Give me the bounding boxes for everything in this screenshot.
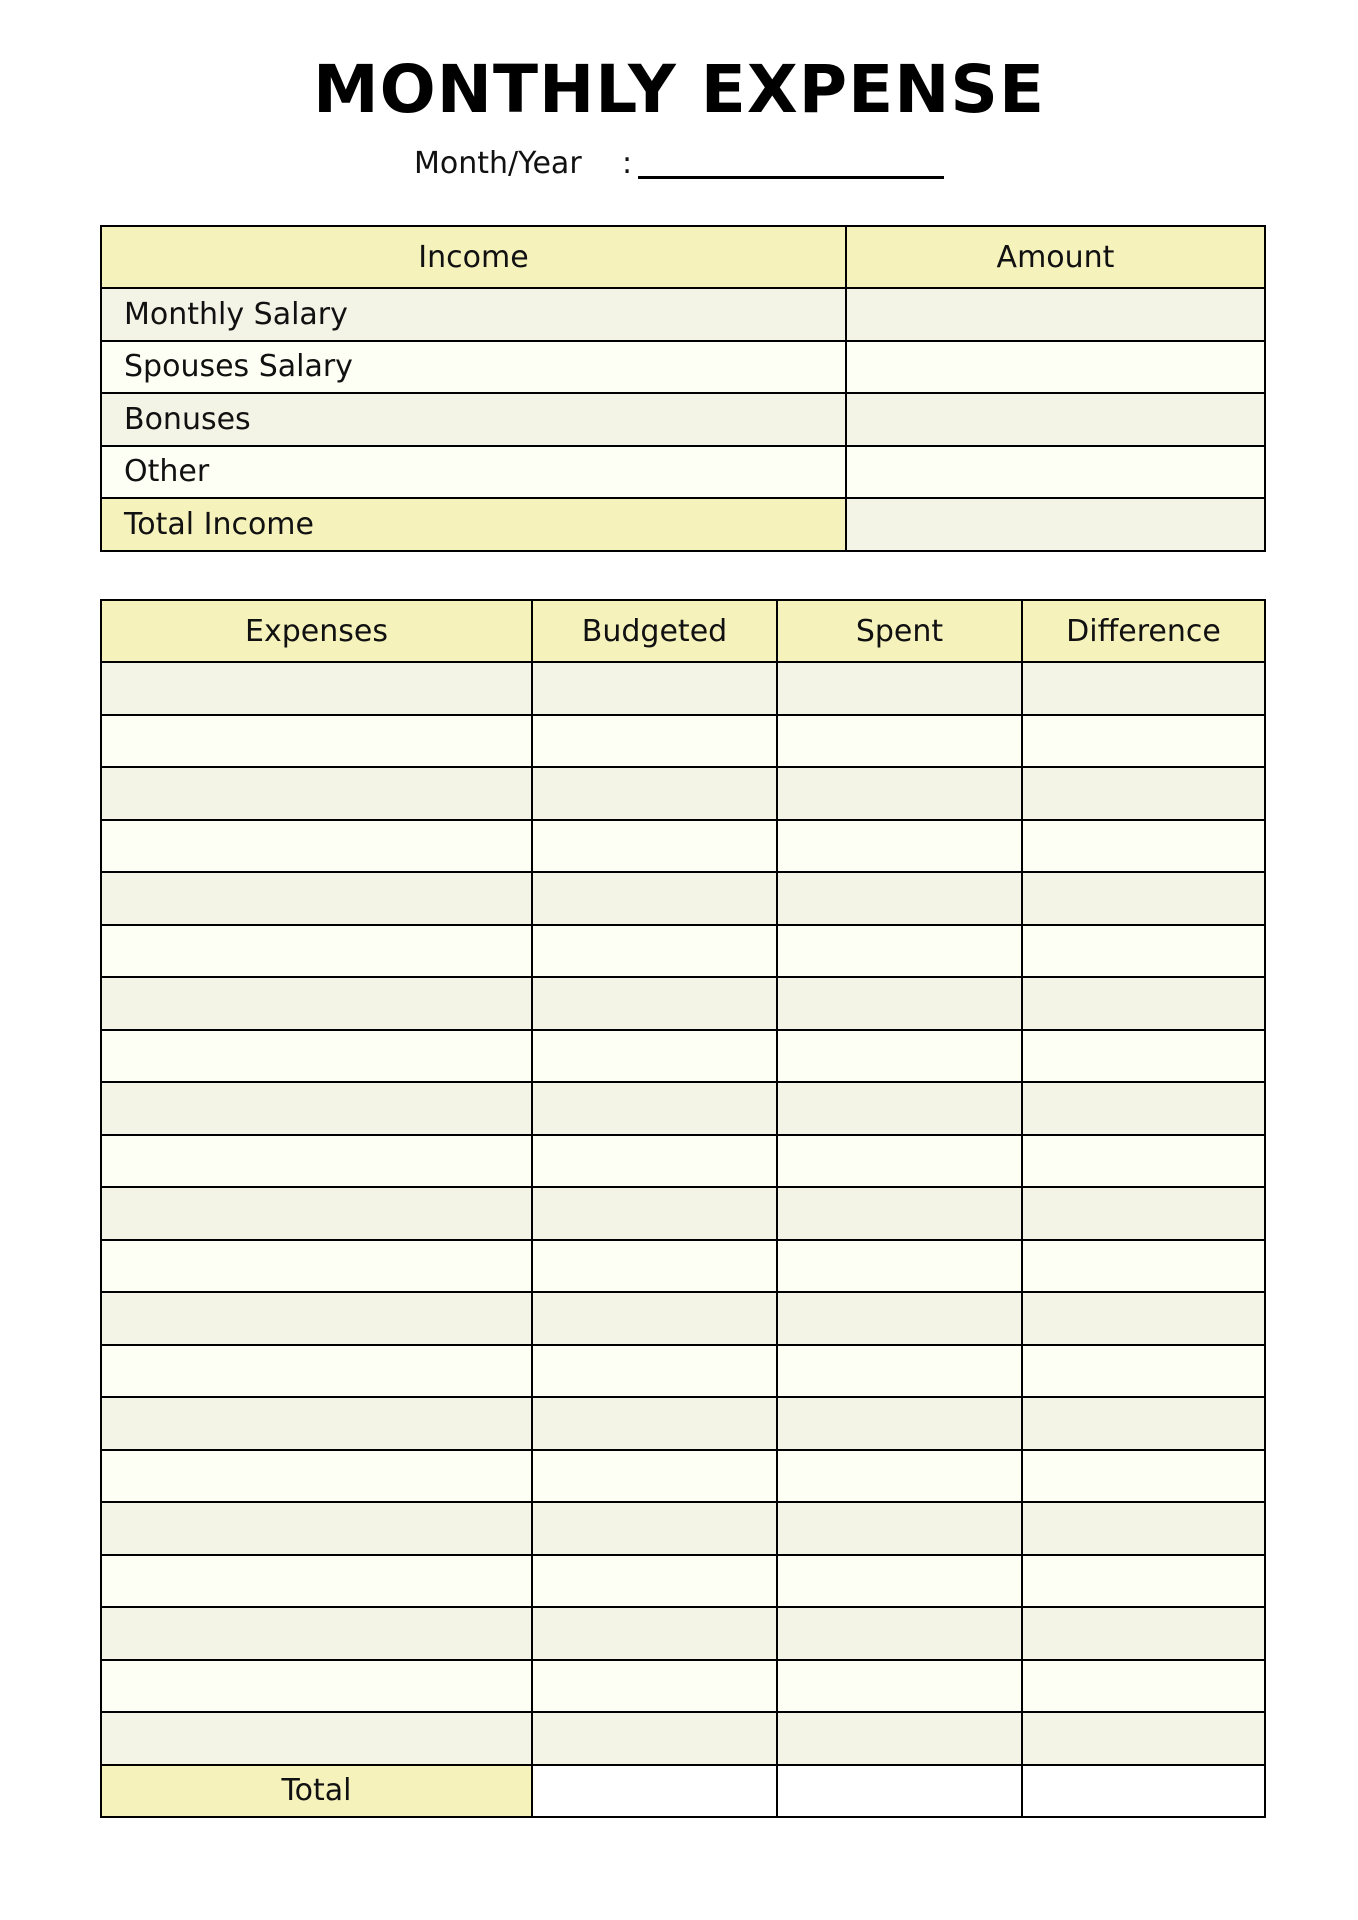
difference-cell[interactable] — [1022, 1555, 1265, 1608]
budgeted-cell[interactable] — [532, 1292, 777, 1345]
budgeted-cell[interactable] — [532, 1030, 777, 1083]
total-income-amount-cell[interactable] — [846, 498, 1265, 551]
spent-cell[interactable] — [777, 715, 1022, 768]
expense-row — [101, 1345, 1265, 1398]
amount-header: Amount — [846, 226, 1265, 288]
budgeted-cell[interactable] — [532, 1240, 777, 1293]
expense-row — [101, 1240, 1265, 1293]
income-header-row — [101, 226, 1265, 288]
expense-row — [101, 1555, 1265, 1608]
budgeted-cell[interactable] — [532, 977, 777, 1030]
income-row — [101, 341, 1265, 394]
expense-row — [101, 1187, 1265, 1240]
total-budgeted-cell[interactable] — [532, 1765, 777, 1818]
budgeted-cell[interactable] — [532, 925, 777, 978]
budgeted-cell[interactable] — [532, 715, 777, 768]
expense-name-cell[interactable] — [101, 1292, 532, 1345]
expense-row — [101, 1397, 1265, 1450]
income-amount-cell[interactable] — [846, 288, 1265, 341]
expense-row — [101, 662, 1265, 715]
income-row-label: Other — [101, 446, 846, 499]
spent-cell[interactable] — [777, 925, 1022, 978]
spent-cell[interactable] — [777, 820, 1022, 873]
total-difference-cell[interactable] — [1022, 1765, 1265, 1818]
difference-cell[interactable] — [1022, 872, 1265, 925]
spent-cell[interactable] — [777, 1082, 1022, 1135]
expense-name-cell[interactable] — [101, 1607, 532, 1660]
spent-cell[interactable] — [777, 872, 1022, 925]
budgeted-cell[interactable] — [532, 1555, 777, 1608]
difference-cell[interactable] — [1022, 715, 1265, 768]
spent-cell[interactable] — [777, 1030, 1022, 1083]
income-amount-cell[interactable] — [846, 341, 1265, 394]
spent-cell[interactable] — [777, 1240, 1022, 1293]
income-amount-cell[interactable] — [846, 393, 1265, 446]
expense-row — [101, 1082, 1265, 1135]
difference-cell[interactable] — [1022, 1292, 1265, 1345]
difference-cell[interactable] — [1022, 1502, 1265, 1555]
total-income-label: Total Income — [101, 498, 846, 551]
month-year-blank-line[interactable] — [638, 148, 944, 179]
expense-name-cell[interactable] — [101, 662, 532, 715]
expense-row — [101, 1502, 1265, 1555]
spent-cell[interactable] — [777, 977, 1022, 1030]
month-year-field — [414, 143, 944, 183]
expense-name-cell[interactable] — [101, 1397, 532, 1450]
expense-name-cell[interactable] — [101, 977, 532, 1030]
difference-cell[interactable] — [1022, 1240, 1265, 1293]
difference-header: Difference — [1022, 600, 1265, 662]
spent-cell[interactable] — [777, 1187, 1022, 1240]
expense-name-cell[interactable] — [101, 872, 532, 925]
spent-cell[interactable] — [777, 1345, 1022, 1398]
expense-name-cell[interactable] — [101, 1187, 532, 1240]
budgeted-cell[interactable] — [532, 872, 777, 925]
expense-name-cell[interactable] — [101, 1660, 532, 1713]
spent-cell[interactable] — [777, 1607, 1022, 1660]
expense-name-cell[interactable] — [101, 1345, 532, 1398]
month-year-colon: : — [622, 145, 633, 181]
income-row-label: Monthly Salary — [101, 288, 846, 341]
budgeted-cell[interactable] — [532, 1345, 777, 1398]
spent-cell[interactable] — [777, 662, 1022, 715]
expense-rows — [101, 662, 1265, 1817]
difference-cell[interactable] — [1022, 1187, 1265, 1240]
difference-cell[interactable] — [1022, 662, 1265, 715]
expense-total-label: Total — [101, 1765, 532, 1818]
income-amount-cell[interactable] — [846, 446, 1265, 499]
spent-cell[interactable] — [777, 767, 1022, 820]
expense-name-cell[interactable] — [101, 1450, 532, 1503]
expense-name-cell[interactable] — [101, 820, 532, 873]
budgeted-cell[interactable] — [532, 767, 777, 820]
expense-row — [101, 1292, 1265, 1345]
budgeted-cell[interactable] — [532, 1082, 777, 1135]
difference-cell[interactable] — [1022, 1660, 1265, 1713]
difference-cell[interactable] — [1022, 1345, 1265, 1398]
budgeted-cell[interactable] — [532, 1712, 777, 1765]
difference-cell[interactable] — [1022, 767, 1265, 820]
budgeted-cell[interactable] — [532, 1397, 777, 1450]
difference-cell[interactable] — [1022, 977, 1265, 1030]
budgeted-header: Budgeted — [532, 600, 777, 662]
expense-row — [101, 1450, 1265, 1503]
spent-cell[interactable] — [777, 1502, 1022, 1555]
difference-cell[interactable] — [1022, 820, 1265, 873]
expense-row — [101, 715, 1265, 768]
expense-row — [101, 1135, 1265, 1188]
expense-header-row — [101, 600, 1265, 662]
budgeted-cell[interactable] — [532, 1135, 777, 1188]
expense-row — [101, 1607, 1265, 1660]
budgeted-cell[interactable] — [532, 1607, 777, 1660]
spent-cell[interactable] — [777, 1292, 1022, 1345]
difference-cell[interactable] — [1022, 1712, 1265, 1765]
expense-name-cell[interactable] — [101, 715, 532, 768]
spent-header: Spent — [777, 600, 1022, 662]
expense-row — [101, 1030, 1265, 1083]
difference-cell[interactable] — [1022, 1082, 1265, 1135]
budgeted-cell[interactable] — [532, 1660, 777, 1713]
budgeted-cell[interactable] — [532, 1187, 777, 1240]
income-row — [101, 393, 1265, 446]
expense-row — [101, 820, 1265, 873]
income-header: Income — [101, 226, 846, 288]
expense-total-row — [101, 1765, 1265, 1818]
expense-name-cell[interactable] — [101, 925, 532, 978]
expense-row — [101, 977, 1265, 1030]
difference-cell[interactable] — [1022, 1397, 1265, 1450]
expenses-header: Expenses — [101, 600, 532, 662]
spent-cell[interactable] — [777, 1397, 1022, 1450]
difference-cell[interactable] — [1022, 1450, 1265, 1503]
budgeted-cell[interactable] — [532, 1502, 777, 1555]
income-row — [101, 288, 1265, 341]
income-row — [101, 446, 1265, 499]
expense-table — [100, 599, 1266, 1818]
difference-cell[interactable] — [1022, 1607, 1265, 1660]
month-year-label: Month/Year — [414, 145, 582, 181]
expense-row — [101, 767, 1265, 820]
spent-cell[interactable] — [777, 1450, 1022, 1503]
spent-cell[interactable] — [777, 1555, 1022, 1608]
difference-cell[interactable] — [1022, 1030, 1265, 1083]
expense-name-cell[interactable] — [101, 1082, 532, 1135]
expense-row — [101, 872, 1265, 925]
total-income-row — [101, 498, 1265, 551]
expense-name-cell[interactable] — [101, 1030, 532, 1083]
expense-name-cell[interactable] — [101, 1135, 532, 1188]
spent-cell[interactable] — [777, 1712, 1022, 1765]
budgeted-cell[interactable] — [532, 662, 777, 715]
expense-row — [101, 925, 1265, 978]
total-spent-cell[interactable] — [777, 1765, 1022, 1818]
spent-cell[interactable] — [777, 1660, 1022, 1713]
spent-cell[interactable] — [777, 1135, 1022, 1188]
expense-row — [101, 1712, 1265, 1765]
budgeted-cell[interactable] — [532, 1450, 777, 1503]
expense-name-cell[interactable] — [101, 1555, 532, 1608]
expense-row — [101, 1660, 1265, 1713]
income-row-label: Bonuses — [101, 393, 846, 446]
expense-name-cell[interactable] — [101, 1712, 532, 1765]
difference-cell[interactable] — [1022, 1135, 1265, 1188]
budgeted-cell[interactable] — [532, 820, 777, 873]
income-table — [100, 225, 1266, 552]
income-row-label: Spouses Salary — [101, 341, 846, 394]
expense-name-cell[interactable] — [101, 1502, 532, 1555]
expense-name-cell[interactable] — [101, 767, 532, 820]
difference-cell[interactable] — [1022, 925, 1265, 978]
expense-name-cell[interactable] — [101, 1240, 532, 1293]
page-title: MONTHLY EXPENSE — [312, 51, 1046, 128]
